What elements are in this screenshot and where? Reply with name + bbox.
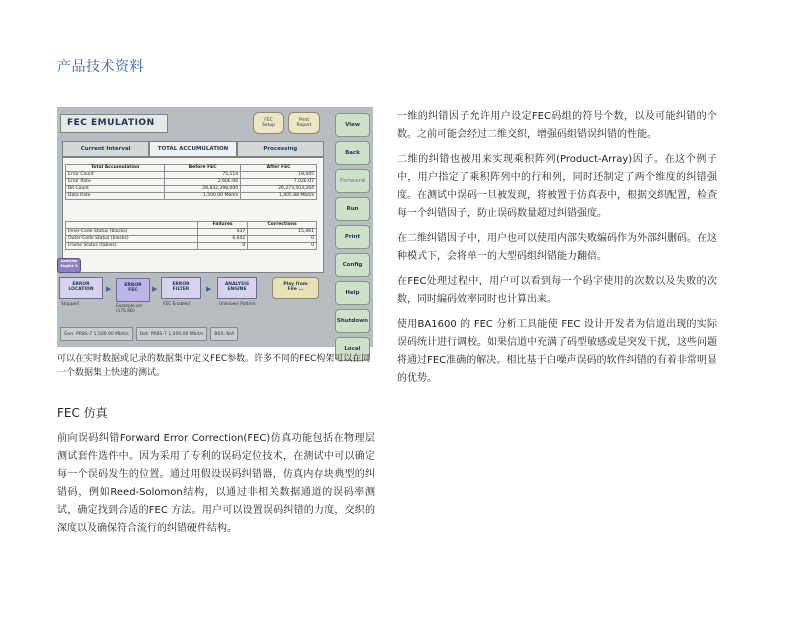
sidebar [335,113,370,361]
error-filter-block[interactable] [161,277,201,299]
flow-label: File ... [287,287,304,292]
flow-label: ENGINE [227,287,247,292]
table-cell: Error Count [66,172,165,179]
page-header-title: 产品技术资料 [57,59,144,75]
shutdown-button[interactable]: Shutdown [335,309,370,333]
table-cell: 6,642 [197,236,247,243]
flow-label: FILTER [172,287,190,292]
fec-setup-label-1: FEC [264,118,273,123]
table-cell: Bit Count [66,186,165,193]
left-body-paragraph: 前向误码纠错Forward Error Correction(FEC)仿真功能包括在物理层测试套件选件中。因为采用了专利的误码定位技术，在测试中可以确定每一个误码发生的位置。通过用假设误码纠错器，仿真内存块典型的纠错码，例如Reed-Solomon结构，以通过非相关数据通道的误码率测试，确定找到合适的FEC 方法。用户可以设置误码纠错的力度，交织的深度以及确保符合流行的纠错硬件结构。 [57,433,375,534]
tab-processing[interactable]: Processing [237,141,324,157]
flow-label: ERROR [72,282,90,287]
ber-status: BER: N/A [210,327,238,341]
table-cell: Error Rate [66,179,165,186]
table-header [66,222,198,229]
table-header-row [66,222,317,229]
table-header-row [66,165,317,172]
status-bar [60,327,370,341]
table-cell: 7.02E-07 [241,179,317,186]
flow-label: ERROR [124,283,142,288]
error-location-block[interactable] [59,277,103,299]
badge-label-1: Analysis [60,259,78,263]
table-cell: 0 [197,243,247,250]
tab-bar [62,141,324,157]
right-paragraph: 在FEC处理过程中，用户可以看到每一个码字使用的次数以及失败的次数，同时编码效率同时也计算出来。 [397,276,717,305]
table-cell: 26,273,503,264 [241,186,317,193]
flow-caption-line: (175 KB) [116,309,135,314]
figure-caption: 可以在实时数据或记录的数据集中定义FEC参数。许多不同的FEC构架可以在同一个数据集上快速的测试。 [57,354,371,378]
flow-label: ANALYSIS [224,282,250,287]
table-row [66,172,317,179]
window-title: FEC EMULATION [60,114,168,133]
table-cell: 15,461 [248,229,317,236]
print-report-label-1: Print [298,118,310,123]
table-header: Failures [197,222,247,229]
help-button[interactable]: Help [335,281,370,305]
table-cell: Inner-Code Status (blocks) [66,229,198,236]
table-row [66,243,317,250]
local-button[interactable]: Local [335,337,370,361]
table-row [66,186,317,193]
table-cell: Frame Status (tables) [66,243,198,250]
table-cell: 75,114 [165,172,241,179]
table-cell: 28,832,398,000 [165,186,241,193]
print-button[interactable]: Print [335,225,370,249]
processing-flow [59,277,331,317]
table-cell: 1,405.88 Mbit/s [241,193,317,200]
table-header: Before FEC [165,165,241,172]
table-row [66,179,317,186]
flow-caption: Stopped [61,302,79,307]
arrow-right-icon: ▶ [206,285,212,293]
detector-status: Det: PRBS-7 1,500.00 Mbit/s [136,327,208,341]
section-title: FEC 仿真 [57,406,108,420]
arrow-right-icon: ▶ [152,285,158,293]
table-header: After FEC [241,165,317,172]
run-button[interactable]: Run [335,197,370,221]
table-header: Total Accumulation [66,165,165,172]
print-report-button[interactable] [288,112,320,134]
play-from-file-button[interactable] [272,277,319,299]
arrow-right-icon: ▶ [106,285,112,293]
view-button[interactable]: View [335,113,370,137]
forward-button[interactable]: Forward [335,169,370,193]
flow-caption-line: Example.ser [116,304,143,309]
analysis-engine-badge[interactable] [57,258,81,273]
table-header: Corrections [248,222,317,229]
config-button[interactable]: Config [335,253,370,277]
table-cell: 0 [248,236,317,243]
flow-label: FEC [128,288,138,293]
fec-setup-label-2: Setup [261,123,276,128]
table-cell: 1,500.00 Mbit/s [165,193,241,200]
table-cell: 437 [197,229,247,236]
flow-caption: FEC Enabled [163,302,190,307]
error-fec-block[interactable] [116,278,150,302]
table-cell: Data Rate [66,193,165,200]
table-row [66,229,317,236]
table-cell: 0 [248,243,317,250]
flow-caption [116,304,143,314]
flow-label: Play from [283,282,308,287]
right-paragraph: 使用BA1600 的 FEC 分析工具能使 FEC 设计开发者为信道出现的实际误码统计进行调校。如果信道中充满了码型敏感或是突发干扰，这些问题将通过FEC准确的解决。相比基于白噪声误码的软件纠错的有着非常明显的优势。 [397,319,717,384]
tab-total-accumulation[interactable]: TOTAL ACCUMULATION [149,141,236,157]
table-cell: 2.60E-06 [165,179,241,186]
right-paragraph: 在二维纠错因子中，用户也可以使用内部失败编码作为外部纠删码。在这种模式下，会将单一的大型码组纠错能力翻倍。 [397,233,717,262]
print-report-label-2: Report [296,123,312,128]
fec-setup-button[interactable] [253,112,284,134]
accumulation-panel [62,157,324,273]
analysis-engine-block[interactable] [217,277,257,299]
accumulation-table [65,164,317,200]
right-column [397,108,717,395]
table-cell: 18,445 [241,172,317,179]
flow-caption: Unknown Pattern [219,302,256,307]
flow-label: LOCATION [68,287,94,292]
tab-current-interval[interactable]: Current Interval [62,141,149,157]
table-cell: Outer-Code Status (blocks) [66,236,198,243]
right-paragraph: 二维的纠错也被用来实现乘积阵列(Product-Array)因子。在这个例子中，用户指定了乘积阵列中的行和列，同时还制定了两个维度的纠错强度。在测试中误码一旦被发现，将被置于仿真表中，根据交织配置，检查每一个纠错因子，防止误码数量超过纠错强度。 [397,154,717,219]
right-paragraph: 一维的纠错因子允许用户设定FEC码组的符号个数，以及可能纠错的个数。之前可能会经过二维交织，增强码组错误纠错的性能。 [397,111,717,140]
fec-emulation-screenshot [57,107,373,352]
back-button[interactable]: Back [335,141,370,165]
code-status-table [65,221,317,250]
table-row [66,193,317,200]
table-row [66,236,317,243]
generator-status: Gen: PRBS-7 1,500.00 Mbit/s [60,327,133,341]
flow-label: ERROR [172,282,190,287]
badge-label-2: Engine 3 [60,264,78,268]
